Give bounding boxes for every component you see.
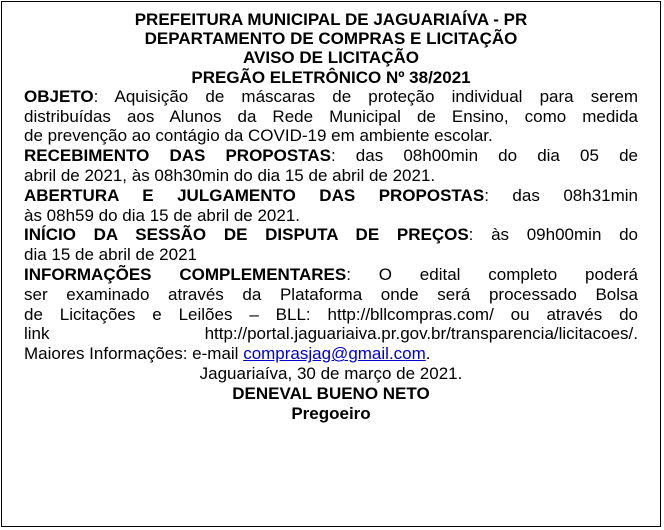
inicio-section (24, 225, 638, 265)
signatory-name: DENEVAL BUENO NETO (232, 383, 430, 403)
abertura-label: ABERTURA E JULGAMENTO DAS PROPOSTAS (24, 185, 485, 205)
abertura-line-1: : das 08h31min (484, 185, 638, 205)
informacoes-line-1: : O edital completo poderá (346, 264, 638, 284)
contact-suffix: . (425, 344, 431, 364)
recebimento-line-2: abril de 2021, às 08h30min do dia 15 de abril de 2021. (24, 166, 436, 185)
recebimento-label: RECEBIMENTO DAS PROPOSTAS (24, 146, 331, 166)
bid-notice (1, 1, 661, 527)
inicio-label: INÍCIO DA SESSÃO DE DISPUTA DE PREÇOS (24, 225, 469, 245)
notice-footer (24, 364, 638, 423)
abertura-section (24, 186, 638, 226)
contact-prefix: Maiores Informações: e-mail (24, 344, 244, 364)
inicio-line-1: : às 09h00min do (468, 225, 639, 245)
objeto-line-1: : Aquisição de máscaras de proteção individual para serem (93, 86, 638, 106)
email-link[interactable]: comprasjag@gmail.com (243, 344, 426, 364)
auction-title: PREGÃO ELETRÔNICO Nº 38/2021 (191, 67, 471, 87)
municipality-title: PREFEITURA MUNICIPAL DE JAGUARIAÍVA - PR (134, 10, 528, 29)
notice-title: AVISO DE LICITAÇÃO (243, 48, 419, 68)
informacoes-line-2: ser examinado através da Plataforma onde será processado Bolsa (24, 284, 638, 304)
place-date: Jaguariaíva, 30 de março de 2021. (199, 363, 463, 383)
signatory-role: Pregoeiro (291, 403, 371, 423)
inicio-line-2: dia 15 de abril de 2021 (24, 245, 197, 265)
objeto-section (24, 87, 638, 146)
department-title: DEPARTAMENTO DE COMPRAS E LICITAÇÃO (144, 29, 518, 49)
recebimento-line-1: : das 08h00min do dia 05 de (330, 146, 638, 166)
abertura-line-2: às 08h59 do dia 15 de abril de 2021. (24, 205, 301, 225)
objeto-line-2: distribuídas aos Alunos da Rede Municipal de Ensino, como medida (24, 106, 638, 126)
informacoes-line-3: de Licitações e Leilões – BLL: http://bllcompras.com/ ou através do (24, 304, 638, 324)
objeto-line-3: de prevenção ao contágio da COVID-19 em ambiente escolar. (24, 126, 493, 146)
informacoes-label: INFORMAÇÕES COMPLEMENTARES (24, 264, 347, 284)
notice-header (24, 10, 638, 87)
recebimento-section (24, 146, 638, 186)
informacoes-section (24, 265, 638, 364)
objeto-label: OBJETO (24, 86, 94, 106)
informacoes-line-4: link http://portal.jaguariaiva.pr.gov.br/transparencia/licitacoes/. (24, 324, 638, 344)
